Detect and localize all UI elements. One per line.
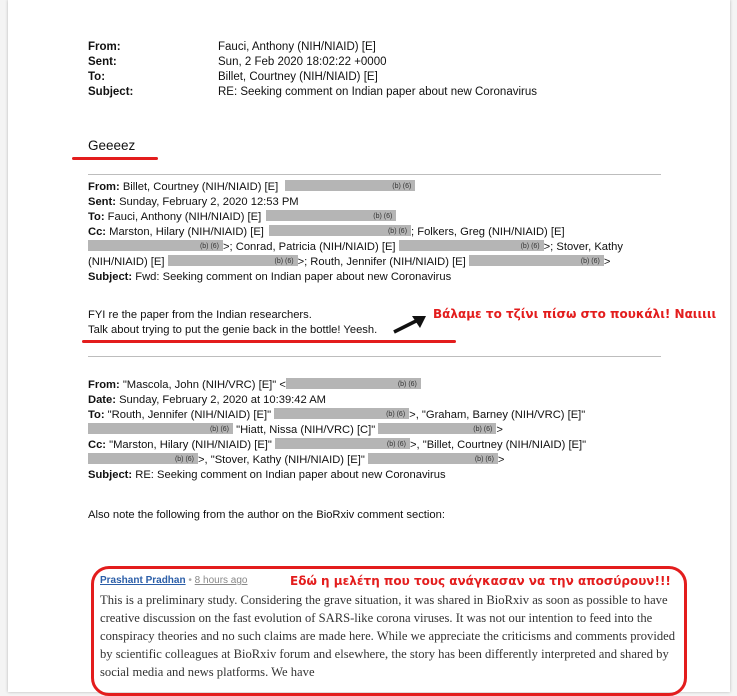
email2-cc-part3: >; Conrad, Patricia (NIH/NIAID) [E] — [223, 241, 396, 253]
email3-cc-part3: >, "Stover, Kathy (NIH/NIAID) [E]" — [198, 454, 365, 466]
email3-cc-part4: > — [497, 454, 505, 466]
redaction-block — [378, 423, 496, 434]
email3-from-row — [88, 378, 421, 394]
email2-to-value: Fauci, Anthony (NIH/NIAID) [E] — [107, 211, 262, 223]
email3-to-label: To: — [88, 409, 105, 421]
redaction-code: (b) (6) — [473, 426, 493, 433]
redaction-block — [274, 408, 409, 419]
email3-from-value: "Mascola, John (NIH/VRC) [E]" < — [122, 379, 286, 391]
email2-subject-row — [88, 270, 451, 286]
email2-cc-label: Cc: — [88, 226, 107, 238]
email2-sent-row — [88, 195, 299, 211]
header-subject-value: RE: Seeking comment on Indian paper about new Coronavirus — [218, 86, 537, 98]
email2-to-row — [88, 210, 396, 226]
divider — [88, 174, 661, 175]
email3-to-part4: > — [496, 424, 503, 436]
email3-to-part3: "Hiatt, Nissa (NIH/VRC) [C]" — [236, 424, 376, 436]
comment-header — [100, 575, 248, 586]
redaction-block — [88, 423, 233, 434]
email2-cc-part1: Marston, Hilary (NIH/NIAID) [E] — [109, 226, 264, 238]
email2-from-value: Billet, Courtney (NIH/NIAID) [E] — [122, 181, 279, 193]
email3-date-row — [88, 393, 326, 409]
email3-subject-label: Subject: — [88, 469, 133, 481]
redaction-block — [275, 438, 410, 449]
highlight-underline — [72, 157, 158, 160]
comment-box — [91, 566, 687, 696]
header-sent-label: Sent: — [88, 56, 117, 68]
email2-from-row — [88, 180, 415, 196]
arrow-icon — [390, 312, 430, 336]
email2-body-line1: FYI re the paper from the Indian researchers. — [88, 309, 312, 321]
comment-time-link[interactable]: 8 hours ago — [194, 575, 248, 586]
header-from-value: Fauci, Anthony (NIH/NIAID) [E] — [218, 41, 376, 53]
header-subject-label: Subject: — [88, 86, 134, 98]
email3-cc-part1: "Marston, Hilary (NIH/NIAID) [E]" — [109, 439, 272, 451]
annotation-genie: Βάλαμε το τζίνι πίσω στο πουκάλι! Ναιιιιι — [433, 307, 717, 321]
email3-to-row-2 — [88, 423, 503, 439]
header-to-label: To: — [88, 71, 106, 83]
redaction-code: (b) (6) — [580, 258, 600, 265]
redaction-code: (b) (6) — [386, 441, 406, 448]
comment-separator: • — [188, 575, 192, 586]
redaction-block — [368, 453, 498, 464]
email3-cc-part2: >, "Billet, Courtney (NIH/NIAID) [E]" — [409, 439, 587, 451]
email3-body: Also note the following from the author on the BioRxiv comment section: — [88, 509, 445, 521]
redaction-code: (b) (6) — [520, 243, 540, 250]
redaction-block — [88, 453, 198, 464]
header-sent-value: Sun, 2 Feb 2020 18:02:22 +0000 — [218, 56, 387, 68]
redaction-code: (b) (6) — [387, 228, 408, 235]
email3-cc-label: Cc: — [88, 439, 107, 451]
header-from-label: From: — [88, 41, 121, 53]
highlight-underline — [82, 340, 456, 343]
redaction-code: (b) (6) — [474, 456, 494, 463]
email2-cc-part2: ; Folkers, Greg (NIH/NIAID) [E] — [411, 226, 565, 238]
header-to-value: Billet, Courtney (NIH/NIAID) [E] — [218, 71, 378, 83]
email3-to-part2: >, "Graham, Barney (NIH/VRC) [E]" — [409, 409, 586, 421]
email3-subject-row — [88, 468, 446, 484]
redaction-block — [286, 378, 421, 389]
redaction-code: (b) (6) — [274, 258, 294, 265]
annotation-comment: Εδώ η μελέτη που τους ανάγκασαν να την αποσύρουν!!! — [290, 574, 671, 588]
email2-cc-part7: > — [603, 256, 611, 268]
comment-author-link[interactable]: Prashant Pradhan — [100, 575, 186, 586]
email2-cc-row-2 — [88, 240, 623, 256]
email3-cc-row — [88, 438, 586, 454]
email3-cc-row-2 — [88, 453, 504, 469]
email2-cc-row — [88, 225, 565, 241]
redaction-block — [266, 210, 396, 221]
email3-date-label: Date: — [88, 394, 116, 406]
redaction-code: (b) (6) — [386, 411, 406, 418]
redaction-block — [168, 255, 298, 266]
email3-to-part1: "Routh, Jennifer (NIH/NIAID) [E]" — [107, 409, 272, 421]
email2-subject-value: Fwd: Seeking comment on Indian paper about new Coronavirus — [135, 271, 452, 283]
email2-body-line2: Talk about trying to put the genie back in the bottle! Yeesh. — [88, 324, 378, 336]
email3-subject-value: RE: Seeking comment on Indian paper about new Coronavirus — [135, 469, 446, 481]
divider — [88, 356, 661, 357]
email2-sent-value: Sunday, February 2, 2020 12:53 PM — [119, 196, 299, 208]
redaction-block — [88, 240, 223, 251]
redaction-block — [269, 225, 411, 236]
email2-cc-part4: >; Stover, Kathy — [543, 241, 623, 253]
email2-subject-label: Subject: — [88, 271, 133, 283]
email2-to-label: To: — [88, 211, 105, 223]
email3-date-value: Sunday, February 2, 2020 at 10:39:42 AM — [119, 394, 326, 406]
email3-to-row — [88, 408, 585, 424]
redaction-code: (b) (6) — [174, 456, 194, 463]
redaction-code: (b) (6) — [392, 183, 412, 190]
email2-cc-part6: >; Routh, Jennifer (NIH/NIAID) [E] — [297, 256, 466, 268]
email2-from-label: From: — [88, 181, 120, 193]
redaction-code: (b) (6) — [209, 426, 229, 433]
redaction-code: (b) (6) — [397, 381, 417, 388]
email3-from-label: From: — [88, 379, 120, 391]
redaction-code: (b) (6) — [199, 243, 219, 250]
document-page — [8, 0, 730, 692]
redaction-block — [285, 180, 415, 191]
email2-cc-row-3 — [88, 255, 610, 271]
redaction-block — [399, 240, 544, 251]
redaction-block — [469, 255, 604, 266]
email2-cc-part5: (NIH/NIAID) [E] — [88, 256, 165, 268]
comment-text: This is a preliminary study. Considering the grave situation, it was shared in BioRxiv as soon as possible to have creative discussion on the fast evolution of SARS-like corona viruses. It was not our intention to feed into the conspiracy theories and no such claims are made here. While we appreciate the criticisms and comments provided by scientific colleagues at BioRxiv forum and elsewhere, the story has been differently interpreted and shared by social media and news platforms. We have — [100, 593, 676, 679]
email2-sent-label: Sent: — [88, 196, 116, 208]
redaction-code: (b) (6) — [373, 213, 393, 220]
reply-text: Geeeez — [88, 138, 136, 153]
